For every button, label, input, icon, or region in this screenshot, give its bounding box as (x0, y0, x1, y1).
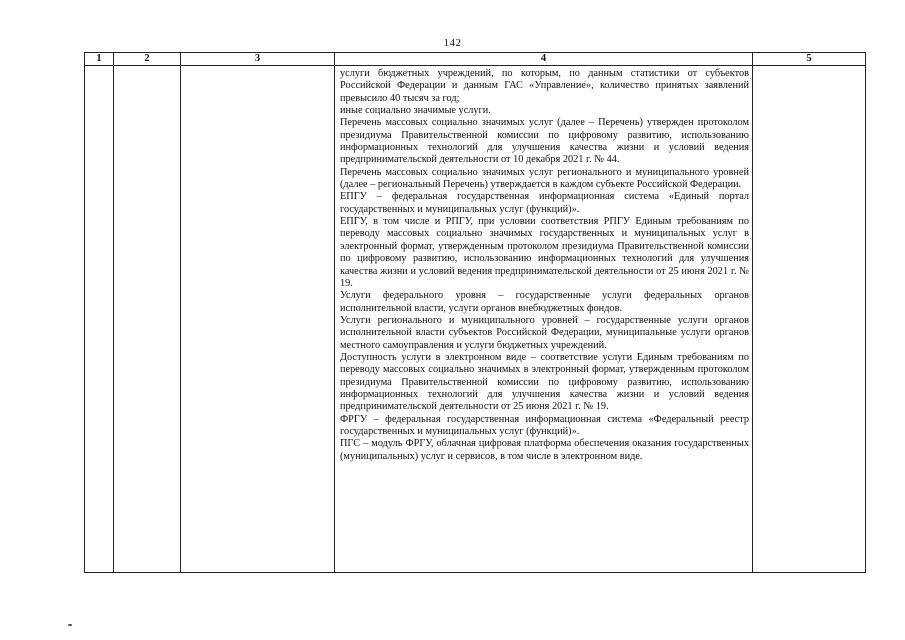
paragraph: ПГС – модуль ФРГУ, облачная цифровая платформа обеспечения оказания государственных (муниципальных) услуг и сервисов, в том числе в электронном виде. (340, 438, 749, 462)
paragraph: Перечень массовых социально значимых услуг (далее – Перечень) утвержден протоколом президиума Правительственной комиссии по цифровому развитию, использованию информационных технологий для улучшения качества жизни и условий ведения предпринимательской деятельности от 10 декабря 2021 г. № 44. (340, 117, 749, 166)
table-row (85, 66, 866, 573)
paragraph: иные социально значимые услуги. (340, 105, 491, 117)
scan-speck (68, 624, 72, 626)
column-header-1: 1 (85, 53, 114, 66)
paragraph: Услуги федерального уровня – государственные услуги федеральных органов исполнительной власти, услуги органов внебюджетных фондов. (340, 290, 749, 314)
column-header-2: 2 (114, 53, 181, 66)
cell-col-3 (181, 66, 335, 573)
column-header-4: 4 (335, 53, 753, 66)
cell-col-1 (85, 66, 114, 573)
paragraph: ЕПГУ – федеральная государственная информационная система «Единый портал государственных и муниципальных услуг (функций)». (340, 191, 749, 215)
paragraph: Перечень массовых социально значимых услуг регионального и муниципального уровней (далее – региональный Перечень) утверждается в каждом субъекте Российской Федерации. (340, 166, 749, 191)
page-number: 142 (443, 37, 462, 49)
paragraph: Услуги регионального и муниципального уровней – государственные услуги органов исполнительной власти субъектов Российской Федерации, муниципальные услуги органов местного самоуправления и услуги бюджетных учреждений. (340, 314, 749, 351)
table-header-row (85, 53, 866, 66)
column-header-3: 3 (181, 53, 335, 66)
cell-col-4 (335, 66, 753, 573)
paragraph: ФРГУ – федеральная государственная информационная система «Федеральный реестр государственных и муниципальных услуг (функций)». (340, 413, 749, 437)
table (84, 52, 866, 573)
cell-col-2 (114, 66, 181, 573)
document-table (84, 52, 865, 573)
definitions-text (335, 66, 752, 463)
column-header-5: 5 (753, 53, 866, 66)
paragraph: услуги бюджетных учреждений, по которым, по данным статистики от субъектов Российской Федерации и данным ГАС «Управление», количество принятых заявлений превысило 40 тысяч за год; (340, 68, 749, 104)
paragraph: ЕПГУ, в том числе и РПГУ, при условии соответствия РПГУ Единым требованиям по переводу массовых социально значимых государственных и муниципальных услуг в электронный формат, утвержденным протоколом президиума Правительственной комиссии по цифровому развитию, использованию информационных технологий для улучшения качества жизни и условий ведения предпринимательской деятельности от 25 июня 2021 г. № 19. (340, 216, 749, 289)
paragraph: Доступность услуги в электронном виде – соответствие услуги Единым требованиям по переводу массовых социально значимых в электронный формат, утвержденным протоколом президиума Правительственной комиссии по цифровому развитию, использованию информационных технологий для улучшения качества жизни и условий ведения предпринимательской деятельности от 25 июня 2021 г. № 19. (340, 351, 749, 413)
cell-col-5 (753, 66, 866, 573)
